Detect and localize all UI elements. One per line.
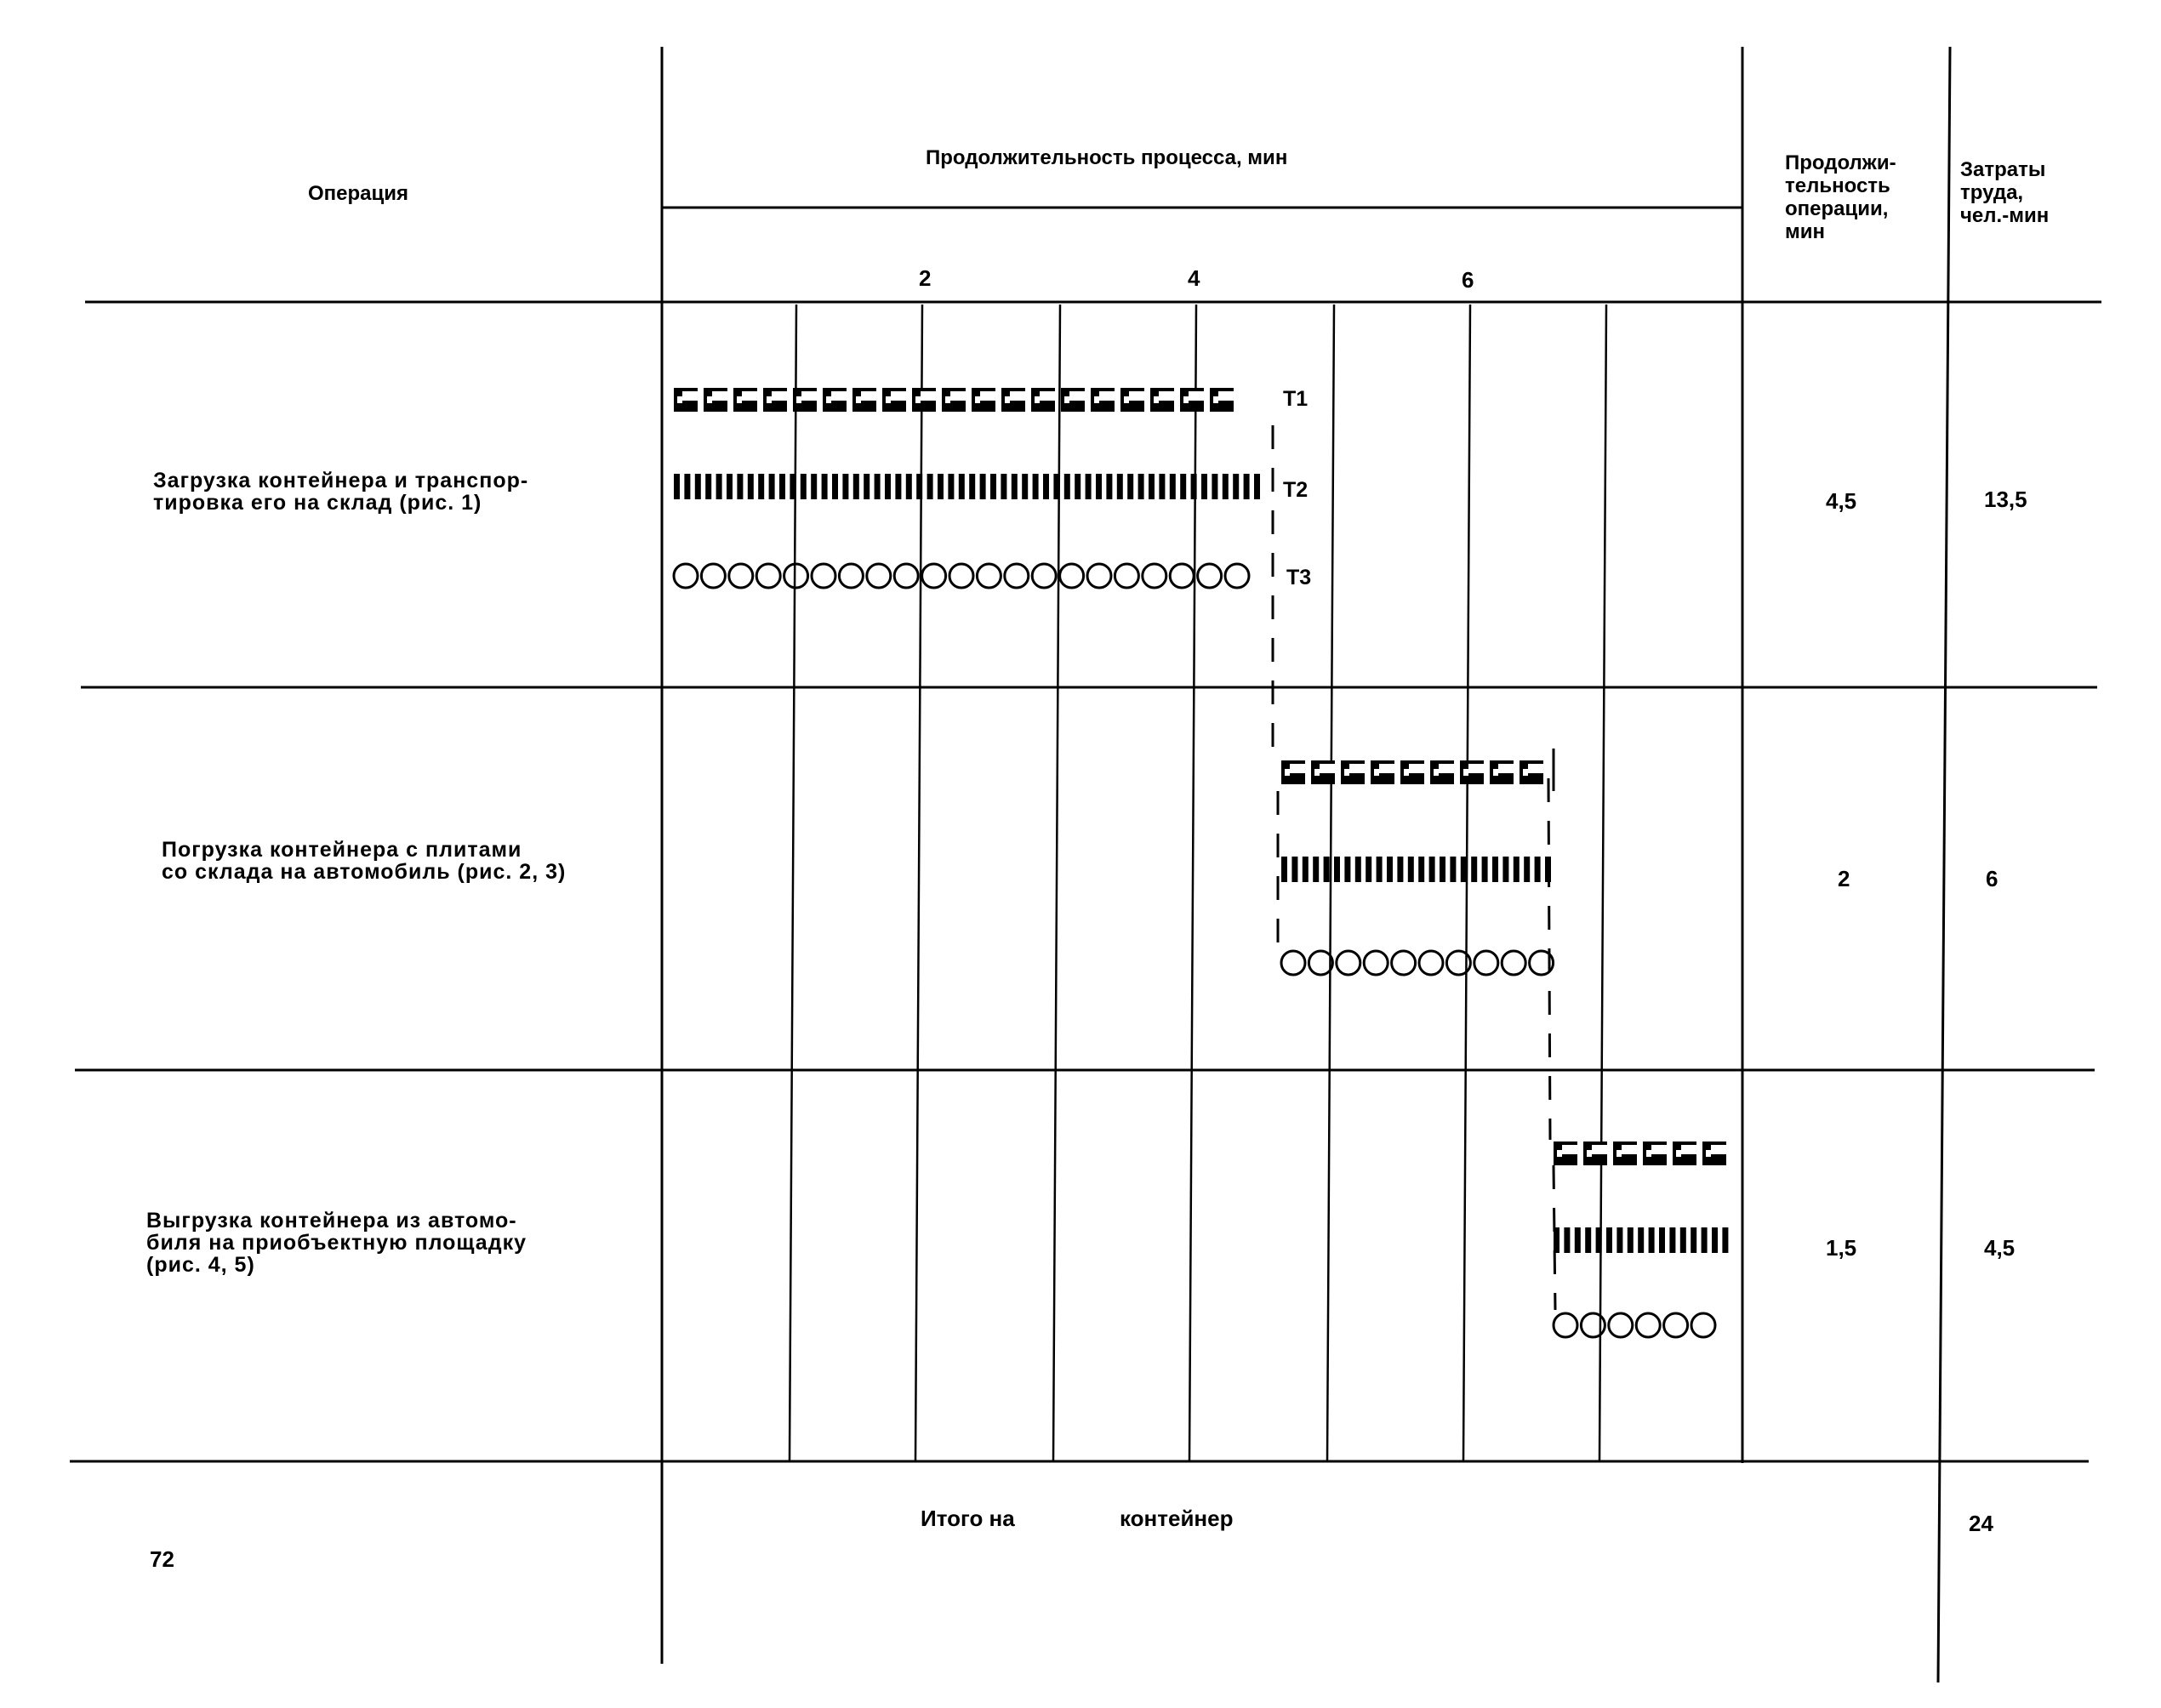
bar-segment-t2 bbox=[1303, 857, 1309, 882]
time-gridline bbox=[1463, 305, 1470, 1461]
bar-segment-t3 bbox=[1554, 1313, 1577, 1337]
bar-segment-t2 bbox=[1471, 857, 1477, 882]
bar-segment-t2 bbox=[801, 474, 807, 499]
bar-segment-t2 bbox=[1408, 857, 1414, 882]
total-labor: 24 bbox=[1969, 1511, 1993, 1536]
bar-segment-t2 bbox=[1086, 474, 1092, 499]
bar-segment-t3 bbox=[949, 564, 973, 588]
bar-segment-t2 bbox=[842, 474, 848, 499]
bar-segment-t2 bbox=[1033, 474, 1039, 499]
worker-label-t1: Т1 bbox=[1283, 387, 1309, 411]
duration-1: 4,5 bbox=[1826, 488, 1857, 514]
bar-segment-t2 bbox=[1313, 857, 1319, 882]
bar-segment-t2 bbox=[1170, 474, 1176, 499]
header-operation-duration-line-2: тельность bbox=[1785, 174, 1890, 197]
bar-segment-t1 bbox=[674, 388, 698, 412]
bar-segment-t2 bbox=[1138, 474, 1144, 499]
dependency-connector bbox=[1548, 778, 1550, 1140]
bar-segment-t2 bbox=[737, 474, 743, 499]
bar-segment-t2 bbox=[716, 474, 722, 499]
labor-2: 6 bbox=[1986, 866, 1998, 891]
operation-3-line-2: биля на приобъектную площадку bbox=[146, 1231, 527, 1255]
bar-segment-t2 bbox=[1324, 857, 1330, 882]
bar-segment-t1 bbox=[1150, 388, 1174, 412]
bar-segment-t2 bbox=[1159, 474, 1165, 499]
bar-segment-t1 bbox=[912, 388, 936, 412]
bar-segment-t1 bbox=[1460, 760, 1484, 784]
time-grid bbox=[790, 305, 1606, 1461]
bar-segment-t3 bbox=[1337, 951, 1360, 975]
bar-segment-t2 bbox=[969, 474, 975, 499]
bar-segment-t3 bbox=[1419, 951, 1443, 975]
bar-segment-t3 bbox=[1032, 564, 1056, 588]
bar-segment-t2 bbox=[1043, 474, 1049, 499]
bar-segment-t2 bbox=[779, 474, 785, 499]
bar-segment-t3 bbox=[839, 564, 863, 588]
bar-segment-t3 bbox=[1392, 951, 1416, 975]
bar-segment-t3 bbox=[701, 564, 725, 588]
bar-segment-t2 bbox=[1149, 474, 1155, 499]
bar-segment-t2 bbox=[906, 474, 912, 499]
worker-label-t2: Т2 bbox=[1283, 478, 1309, 502]
bar-segment-t1 bbox=[733, 388, 757, 412]
bar-segment-t2 bbox=[1106, 474, 1112, 499]
bar-segment-t1 bbox=[1520, 760, 1543, 784]
labor-3: 4,5 bbox=[1984, 1235, 2016, 1261]
labor-1: 13,5 bbox=[1984, 487, 2027, 512]
bar-segment-t1 bbox=[1091, 388, 1115, 412]
bar-segment-t1 bbox=[972, 388, 995, 412]
bar-segment-t2 bbox=[895, 474, 901, 499]
operation-2-line-1: Погрузка контейнера с плитами bbox=[162, 838, 522, 862]
tick-label-4: 4 bbox=[1188, 265, 1200, 291]
bar-segment-t2 bbox=[822, 474, 828, 499]
bar-segment-t1 bbox=[1061, 388, 1085, 412]
header-operation-duration bbox=[1785, 151, 1947, 243]
operation-1-line-1: Загрузка контейнера и транспор- bbox=[153, 469, 529, 492]
bar-segment-t2 bbox=[1053, 474, 1059, 499]
bar-segment-t1 bbox=[704, 388, 727, 412]
bar-segment-t2 bbox=[1001, 474, 1006, 499]
bar-segment-t2 bbox=[1440, 857, 1445, 882]
tick-label-6: 6 bbox=[1462, 267, 1474, 293]
bar-segment-t2 bbox=[1418, 857, 1424, 882]
bar-segment-t2 bbox=[990, 474, 996, 499]
bar-segment-t3 bbox=[977, 564, 1001, 588]
bar-segment-t3 bbox=[1609, 1313, 1633, 1337]
bar-segment-t2 bbox=[1075, 474, 1080, 499]
bar-segment-t1 bbox=[852, 388, 876, 412]
bar-segment-t3 bbox=[1115, 564, 1138, 588]
bar-segment-t1 bbox=[1554, 1142, 1577, 1165]
bar-segment-t1 bbox=[1031, 388, 1055, 412]
bar-segment-t2 bbox=[1638, 1227, 1644, 1253]
bar-segment-t1 bbox=[823, 388, 847, 412]
bar-segment-t2 bbox=[875, 474, 881, 499]
time-gridline bbox=[1599, 305, 1606, 1461]
operation-2-line-2: со склада на автомобиль (рис. 2, 3) bbox=[162, 860, 567, 884]
bar-segment-t2 bbox=[1291, 857, 1297, 882]
bar-segment-t3 bbox=[1364, 951, 1388, 975]
bar-segment-t2 bbox=[885, 474, 891, 499]
bar-segment-t3 bbox=[674, 564, 698, 588]
bar-segment-t2 bbox=[1117, 474, 1123, 499]
bar-segment-t2 bbox=[1722, 1227, 1728, 1253]
bar-segment-t2 bbox=[938, 474, 944, 499]
total-label-a: Итого на bbox=[921, 1506, 1015, 1531]
operation-2 bbox=[162, 839, 566, 883]
bar-segment-t3 bbox=[1281, 951, 1305, 975]
bar-segment-t2 bbox=[1244, 474, 1250, 499]
bar-segment-t3 bbox=[729, 564, 753, 588]
bar-segment-t2 bbox=[948, 474, 954, 499]
header-labor-costs bbox=[1960, 158, 2113, 227]
bar-segment-t2 bbox=[1397, 857, 1403, 882]
bar-segment-t2 bbox=[1201, 474, 1207, 499]
header-labor-costs-line-2: труда, bbox=[1960, 181, 2024, 204]
bar-segment-t3 bbox=[1143, 564, 1166, 588]
bar-segment-t2 bbox=[1492, 857, 1498, 882]
total-left: 72 bbox=[150, 1546, 174, 1572]
bar-segment-t1 bbox=[1702, 1142, 1726, 1165]
bar-segment-t2 bbox=[1502, 857, 1508, 882]
bar-segment-t2 bbox=[832, 474, 838, 499]
bar-segment-t1 bbox=[1583, 1142, 1607, 1165]
bar-segment-t2 bbox=[1344, 857, 1350, 882]
operation-3 bbox=[146, 1210, 527, 1276]
bar-segment-t3 bbox=[894, 564, 918, 588]
bar-segment-t2 bbox=[1669, 1227, 1675, 1253]
bar-segment-t3 bbox=[756, 564, 780, 588]
bar-segment-t2 bbox=[758, 474, 764, 499]
bar-segment-t2 bbox=[1628, 1227, 1634, 1253]
bar-segment-t2 bbox=[1649, 1227, 1655, 1253]
header-operation-duration-line-3: операции, bbox=[1785, 197, 1889, 220]
duration-2: 2 bbox=[1838, 866, 1850, 891]
bar-segment-t2 bbox=[1281, 857, 1287, 882]
duration-3: 1,5 bbox=[1826, 1235, 1857, 1261]
header-operation-duration-line-4: мин bbox=[1785, 220, 1826, 243]
tick-label-2: 2 bbox=[919, 265, 932, 291]
bar-segment-t1 bbox=[1643, 1142, 1667, 1165]
bar-segment-t1 bbox=[942, 388, 966, 412]
bar-segment-t2 bbox=[1535, 857, 1541, 882]
bar-segment-t3 bbox=[1664, 1313, 1688, 1337]
bar-segment-t2 bbox=[1254, 474, 1260, 499]
gantt-bars bbox=[674, 388, 1728, 1337]
bar-segment-t2 bbox=[1691, 1227, 1696, 1253]
bar-segment-t3 bbox=[1198, 564, 1222, 588]
bar-segment-t2 bbox=[1450, 857, 1456, 882]
bar-segment-t2 bbox=[684, 474, 690, 499]
bar-segment-t1 bbox=[1400, 760, 1424, 784]
bar-segment-t2 bbox=[1564, 1227, 1570, 1253]
bar-segment-t2 bbox=[1585, 1227, 1591, 1253]
bar-segment-t2 bbox=[790, 474, 795, 499]
bar-segment-t1 bbox=[1371, 760, 1394, 784]
bar-segment-t1 bbox=[1180, 388, 1204, 412]
bar-segment-t3 bbox=[1005, 564, 1029, 588]
bar-segment-t2 bbox=[1334, 857, 1340, 882]
operation-1-line-2: тировка его на склад (рис. 1) bbox=[153, 491, 482, 515]
bar-segment-t1 bbox=[1210, 388, 1234, 412]
bar-segment-t2 bbox=[1366, 857, 1371, 882]
bar-segment-t3 bbox=[1474, 951, 1498, 975]
header-operation-duration-line-1: Продолжи- bbox=[1785, 151, 1896, 174]
header-labor-costs-line-1: Затраты bbox=[1960, 158, 2046, 181]
operation-3-line-1: Выгрузка контейнера из автомо- bbox=[146, 1209, 517, 1233]
bar-segment-t2 bbox=[1429, 857, 1435, 882]
bar-segment-t2 bbox=[927, 474, 933, 499]
bar-segment-t1 bbox=[1673, 1142, 1696, 1165]
header-operation: Операция bbox=[308, 182, 409, 205]
bar-segment-t2 bbox=[1180, 474, 1186, 499]
bar-segment-t1 bbox=[1490, 760, 1514, 784]
bar-segment-t2 bbox=[1064, 474, 1070, 499]
bar-segment-t3 bbox=[1170, 564, 1194, 588]
bar-segment-t2 bbox=[1012, 474, 1018, 499]
bar-segment-t2 bbox=[1702, 1227, 1708, 1253]
bar-segment-t1 bbox=[1001, 388, 1025, 412]
worker-label-t3: Т3 bbox=[1286, 566, 1312, 589]
bar-segment-t2 bbox=[1223, 474, 1229, 499]
bar-segment-t1 bbox=[882, 388, 906, 412]
bar-segment-t3 bbox=[812, 564, 835, 588]
bar-segment-t2 bbox=[748, 474, 754, 499]
bar-segment-t3 bbox=[1581, 1313, 1605, 1337]
bar-segment-t2 bbox=[695, 474, 701, 499]
bar-segment-t3 bbox=[867, 564, 891, 588]
bar-segment-t2 bbox=[959, 474, 965, 499]
header-process-duration: Продолжительность процесса, мин bbox=[926, 146, 1288, 169]
bar-segment-t1 bbox=[793, 388, 817, 412]
bar-segment-t2 bbox=[864, 474, 870, 499]
bar-segment-t2 bbox=[1712, 1227, 1718, 1253]
bar-segment-t1 bbox=[1430, 760, 1454, 784]
bar-segment-t3 bbox=[1060, 564, 1084, 588]
bar-segment-t2 bbox=[853, 474, 859, 499]
bar-segment-t2 bbox=[1482, 857, 1488, 882]
bar-segment-t2 bbox=[1127, 474, 1133, 499]
time-gridline bbox=[1327, 305, 1334, 1461]
bar-segment-t3 bbox=[1691, 1313, 1715, 1337]
bar-segment-t1 bbox=[763, 388, 787, 412]
bar-segment-t1 bbox=[1311, 760, 1335, 784]
total-label-b: контейнер bbox=[1120, 1506, 1234, 1531]
bar-segment-t2 bbox=[1233, 474, 1239, 499]
bar-segment-t3 bbox=[1636, 1313, 1660, 1337]
bar-segment-t1 bbox=[1341, 760, 1365, 784]
bar-segment-t3 bbox=[922, 564, 946, 588]
bar-segment-t2 bbox=[1680, 1227, 1686, 1253]
bar-segment-t2 bbox=[1387, 857, 1393, 882]
operation-3-line-3: (рис. 4, 5) bbox=[146, 1253, 255, 1277]
bar-segment-t2 bbox=[1355, 857, 1361, 882]
operation-1 bbox=[153, 470, 528, 514]
bar-segment-t2 bbox=[1575, 1227, 1581, 1253]
bar-segment-t2 bbox=[1377, 857, 1383, 882]
bar-segment-t2 bbox=[1616, 1227, 1622, 1253]
bar-segment-t1 bbox=[1613, 1142, 1637, 1165]
col-divider-labor bbox=[1938, 47, 1950, 1682]
bar-segment-t2 bbox=[1606, 1227, 1612, 1253]
bar-segment-t2 bbox=[1212, 474, 1217, 499]
bar-segment-t2 bbox=[727, 474, 733, 499]
bar-segment-t2 bbox=[705, 474, 711, 499]
bar-segment-t2 bbox=[1191, 474, 1197, 499]
bar-segment-t2 bbox=[674, 474, 680, 499]
bar-segment-t2 bbox=[1524, 857, 1530, 882]
bar-segment-t2 bbox=[1514, 857, 1520, 882]
header-labor-costs-line-3: чел.-мин bbox=[1960, 204, 2050, 227]
bar-segment-t2 bbox=[1022, 474, 1028, 499]
bar-segment-t1 bbox=[1120, 388, 1144, 412]
bar-segment-t3 bbox=[1087, 564, 1111, 588]
bar-segment-t3 bbox=[1225, 564, 1249, 588]
bar-segment-t3 bbox=[784, 564, 808, 588]
bar-segment-t2 bbox=[1096, 474, 1102, 499]
bar-segment-t2 bbox=[1659, 1227, 1665, 1253]
bar-segment-t2 bbox=[1596, 1227, 1602, 1253]
bar-segment-t2 bbox=[980, 474, 986, 499]
bar-segment-t1 bbox=[1281, 760, 1305, 784]
bar-segment-t2 bbox=[1461, 857, 1467, 882]
bar-segment-t3 bbox=[1502, 951, 1525, 975]
bar-segment-t2 bbox=[769, 474, 775, 499]
bar-segment-t2 bbox=[916, 474, 922, 499]
bar-segment-t2 bbox=[811, 474, 817, 499]
